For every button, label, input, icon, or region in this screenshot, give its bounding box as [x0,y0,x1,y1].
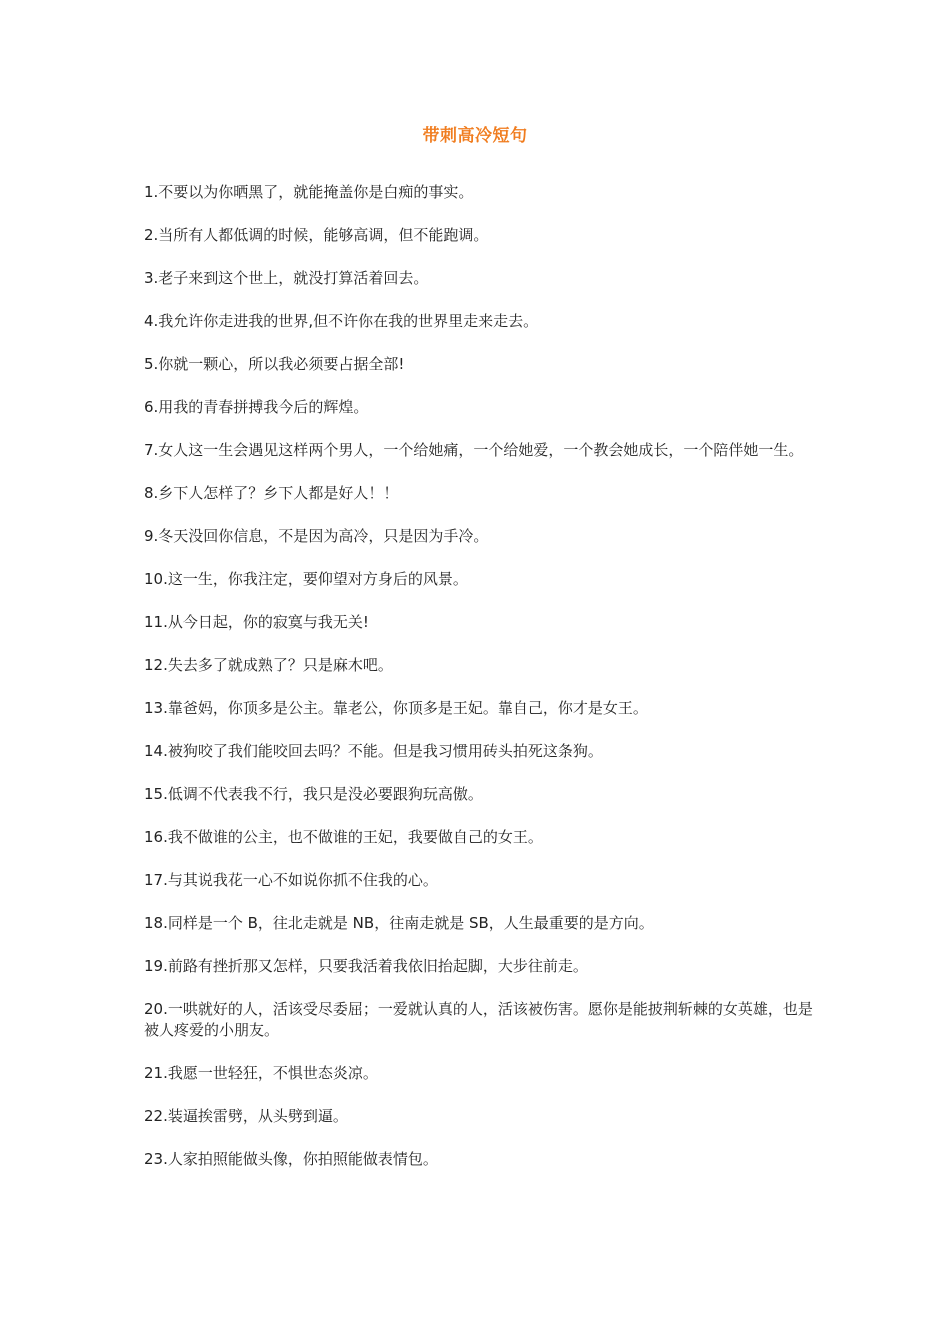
list-item: 20.一哄就好的人，活该受尽委屈；一爱就认真的人，活该被伤害。愿你是能披荆斩棘的女英雄，也是被人疼爱的小朋友。 [144,1000,813,1039]
quote-list [144,182,814,1192]
list-item: 15.低调不代表我不行，我只是没必要跟狗玩高傲。 [144,785,483,803]
list-item: 3.老子来到这个世上，就没打算活着回去。 [144,269,429,287]
list-item: 9.冬天没回你信息，不是因为高冷，只是因为手冷。 [144,527,489,545]
list-item: 14.被狗咬了我们能咬回去吗？不能。但是我习惯用砖头拍死这条狗。 [144,742,603,760]
list-item: 17.与其说我花一心不如说你抓不住我的心。 [144,871,438,889]
list-item: 5.你就一颗心，所以我必须要占据全部! [144,355,405,373]
list-item: 4.我允许你走进我的世界,但不许你在我的世界里走来走去。 [144,312,539,330]
list-item: 2.当所有人都低调的时候，能够高调，但不能跑调。 [144,226,489,244]
list-item: 11.从今日起，你的寂寞与我无关! [144,613,369,631]
list-item: 1.不要以为你晒黑了，就能掩盖你是白痴的事实。 [144,183,474,201]
list-item: 6.用我的青春拼搏我今后的辉煌。 [144,398,369,416]
list-item: 23.人家拍照能做头像，你拍照能做表情包。 [144,1150,438,1168]
list-item: 21.我愿一世轻狂，不惧世态炎凉。 [144,1064,378,1082]
list-item: 18.同样是一个 B，往北走就是 NB，往南走就是 SB，人生最重要的是方向。 [144,914,654,932]
list-item: 22.装逼挨雷劈，从头劈到逼。 [144,1107,348,1125]
document-title: 带刺高冷短句 [422,126,528,146]
list-item: 7.女人这一生会遇见这样两个男人，一个给她痛，一个给她爱，一个教会她成长，一个陪伴她一生。 [144,441,804,459]
list-item: 12.失去多了就成熟了？只是麻木吧。 [144,656,393,674]
list-item: 19.前路有挫折那又怎样，只要我活着我依旧抬起脚，大步往前走。 [144,957,588,975]
list-item: 16.我不做谁的公主，也不做谁的王妃，我要做自己的女王。 [144,828,543,846]
list-item: 8.乡下人怎样了？乡下人都是好人！！ [144,484,399,502]
list-item: 10.这一生，你我注定，要仰望对方身后的风景。 [144,570,468,588]
list-item: 13.靠爸妈，你顶多是公主。靠老公，你顶多是王妃。靠自己，你才是女王。 [144,699,648,717]
